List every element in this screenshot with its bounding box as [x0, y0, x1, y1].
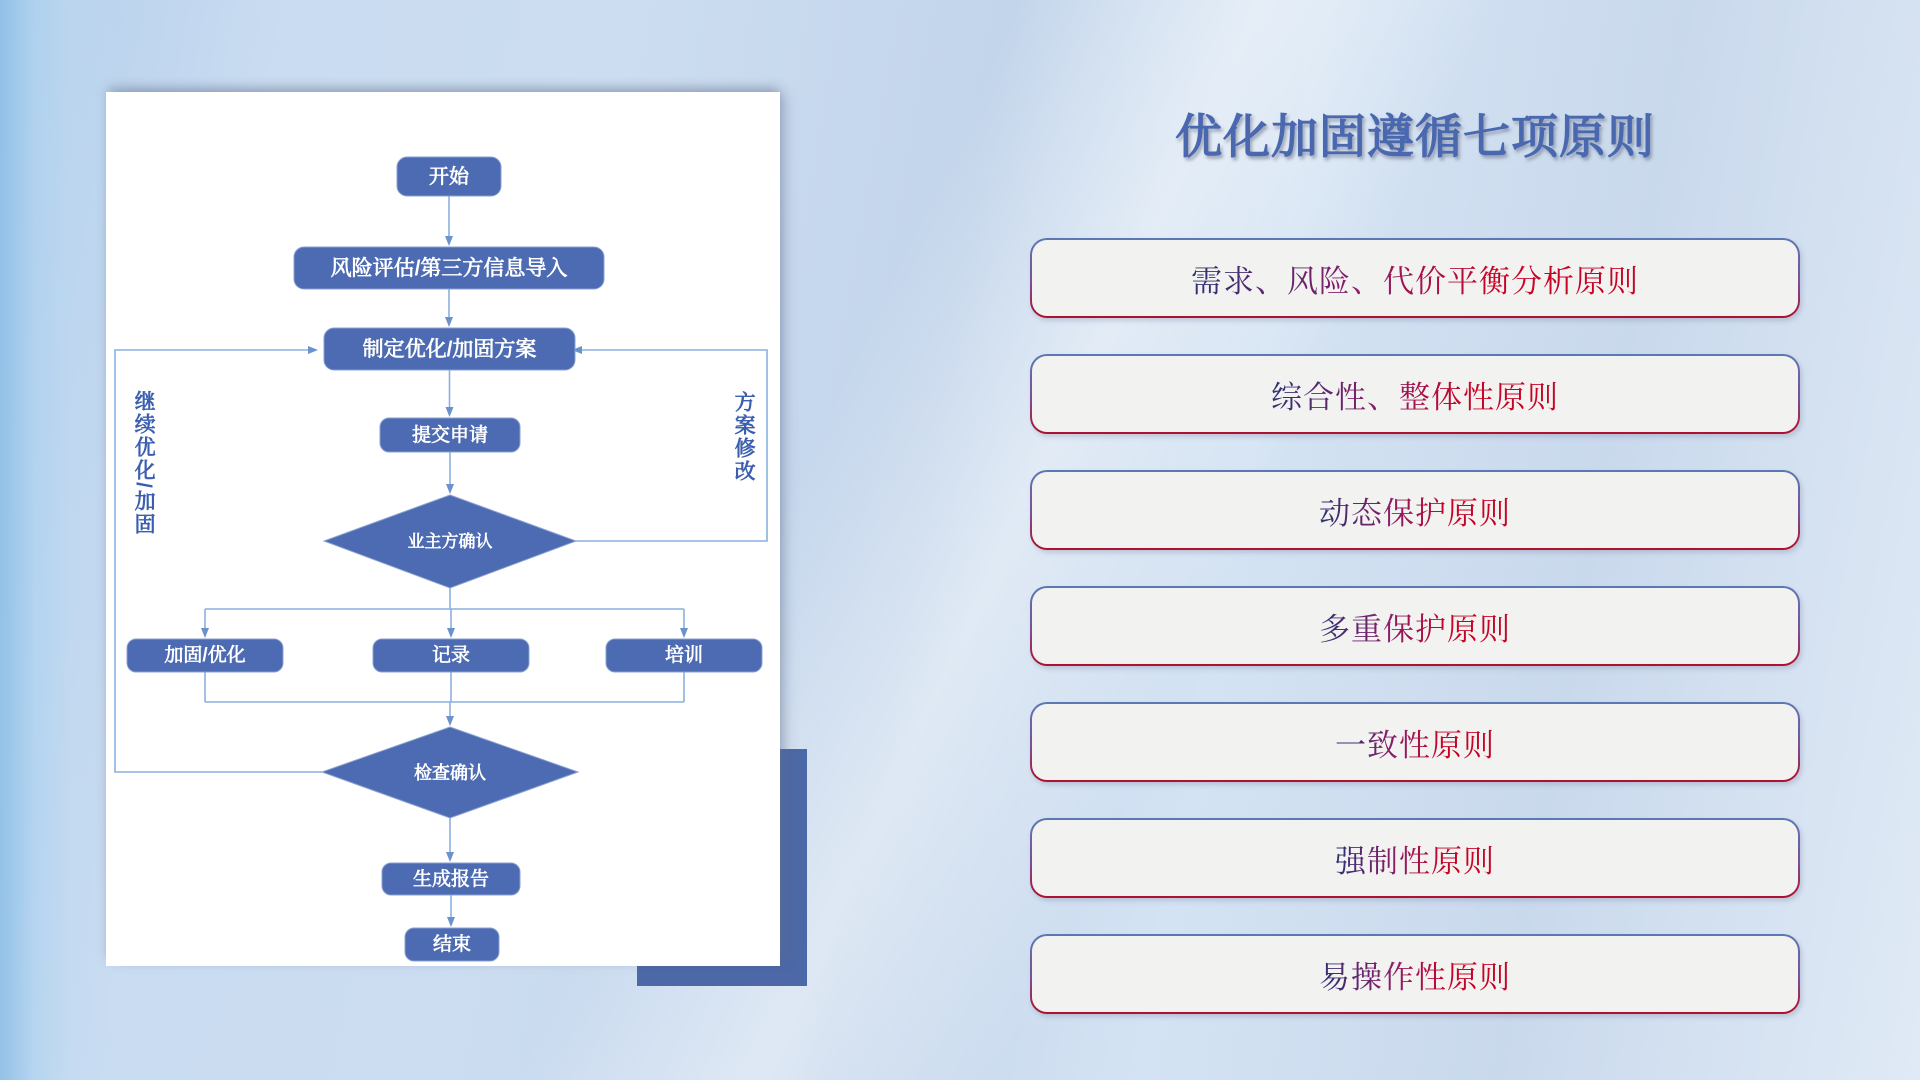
node-record-label: 记录: [431, 645, 470, 666]
principle-label-5: 一致性原则: [1335, 720, 1495, 765]
node-submit-label: 提交申请: [411, 424, 488, 446]
node-start-label: 开始: [429, 165, 469, 188]
principle-box-4: [1030, 586, 1800, 666]
principle-label-6: 强制性原则: [1335, 836, 1495, 881]
node-end-label: 结束: [432, 934, 471, 955]
node-check-confirm-label: 检查确认: [414, 762, 486, 783]
node-report-label: 生成报告: [412, 868, 489, 890]
node-reinforce-label: 加固/优化: [164, 645, 246, 666]
node-owner-confirm-label: 业主方确认: [407, 532, 493, 551]
principle-box-1: [1030, 238, 1800, 318]
node-risk-import-label: 风险评估/第三方信息导入: [330, 256, 568, 280]
flowchart-card: [106, 92, 780, 966]
right-loop-label: 方案修改: [732, 391, 756, 483]
node-make-plan-label: 制定优化/加固方案: [362, 337, 537, 361]
principle-label-1: 需求、风险、代价平衡分析原则: [1191, 256, 1639, 301]
principle-label-4: 多重保护原则: [1319, 604, 1511, 649]
principle-label-7: 易操作性原则: [1319, 952, 1511, 997]
principle-box-2: [1030, 354, 1800, 434]
principles-list: [1030, 238, 1800, 1014]
principle-label-2: 综合性、整体性原则: [1271, 372, 1559, 417]
page-title: 优化加固遵循七项原则: [1175, 110, 1655, 163]
node-training-label: 培训: [664, 645, 703, 666]
principle-box-7: [1030, 934, 1800, 1014]
principle-box-6: [1030, 818, 1800, 898]
principle-box-5: [1030, 702, 1800, 782]
principle-box-3: [1030, 470, 1800, 550]
left-loop-label: 继续优化/加固: [132, 390, 156, 536]
principle-label-3: 动态保护原则: [1319, 488, 1511, 533]
